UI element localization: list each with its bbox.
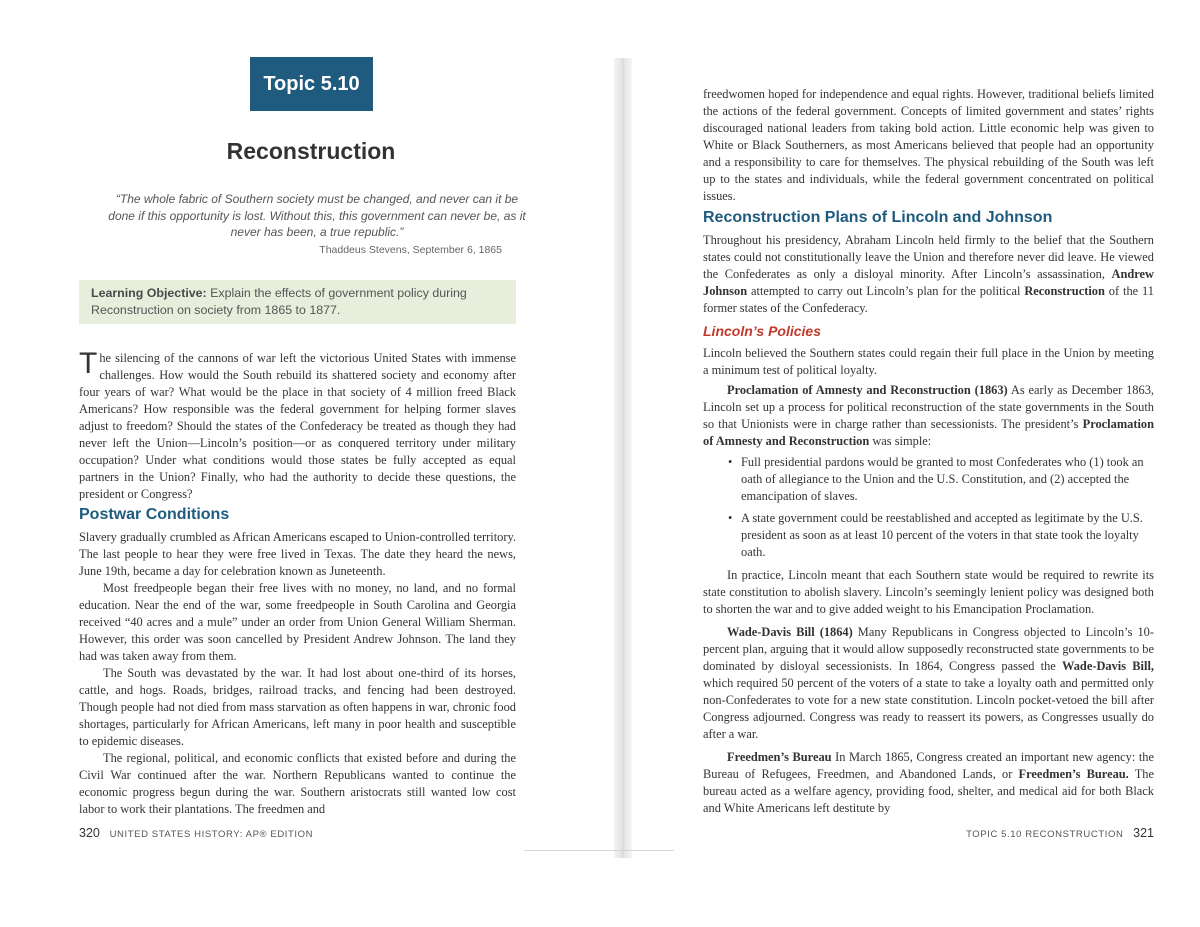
proclamation-heading: Proclamation of Amnesty and Reconstruction (1863)	[727, 383, 1008, 397]
proclamation-text: was simple:	[869, 434, 932, 448]
drop-cap: T	[79, 347, 98, 380]
continuation-paragraph: freedwomen hoped for independence and equal rights. However, traditional beliefs limited the actions of the federal government. Concepts of limited government and states’ rights discouraged national leaders from taking bold action. Little economic help was given to White or Black Southerners, as most Americans believed that people had an opportunity and a responsibility to care for themselves. The physical rebuilding of the South was left up to the states and individuals, while the federal government concentrated on political issues.	[703, 87, 1154, 203]
postwar-paragraph: The regional, political, and economic conflicts that existed before and during the Civil War continued after the war. Northern Republicans wanted to continue the economic progress begun during the war. Southern aristocrats still wanted low cost labor to work their plantations. The freedmen and	[79, 751, 516, 816]
plans-text: Throughout his presidency, Abraham Lincoln held firmly to the belief that the Southern states could not constitutionally leave the Union and therefore never did leave. He viewed the Confederates as only a disloyal minority. After Lincoln’s assassination,	[703, 233, 1154, 281]
plans-paragraph	[703, 232, 1154, 317]
freedmens-bureau-paragraph	[703, 749, 1154, 817]
postwar-paragraph: The South was devastated by the war. It had lost about one-third of its horses, cattle, and hogs. Roads, bridges, railroad tracks, and fencing had been destroyed. Though people had not died from mass starvation as often happens in war, chronic food shortages, particularly for African Americans, left many in poor health and susceptible to epidemic diseases.	[79, 666, 516, 748]
postwar-paragraph: Most freedpeople began their free lives with no money, no land, and no formal education. Near the end of the war, some freedpeople in South Carolina and Georgia received “40 acres and a mule” under an order from Union General William Sherman. However, this order was soon cancelled by President Andrew Johnson. The land they had was taken away from them.	[79, 581, 516, 663]
postwar-paragraph: Slavery gradually crumbled as African Americans escaped to Union-controlled territory. The last people to hear they were free lived in Texas. The date they heard the news, June 19th, became a day for celebration known as Juneteenth.	[79, 530, 516, 578]
wade-davis-text: Many Republicans in Congress objected to Lincoln’s 10-percent plan, arguing that it would allow supposedly reconstructed state governments to be dominated by disloyal secessionists. In 1864, Congress passed the	[703, 625, 1154, 673]
freedmens-bureau-heading: Freedmen’s Bureau	[727, 750, 832, 764]
left-footer	[79, 826, 313, 840]
learning-objective	[79, 280, 516, 324]
page-number-left: 320	[79, 826, 100, 840]
page-title: Reconstruction	[226, 138, 396, 164]
proclamation-text: As early as December 1863, Lincoln set up a process for political reconstruction of the state governments in the South so that Unionists were in charge rather than secessionists. The president’s	[703, 383, 1154, 431]
page-number-right: 321	[1133, 826, 1154, 840]
term-andrew-johnson: Andrew Johnson	[703, 267, 1154, 298]
page-gutter	[614, 58, 632, 858]
left-page	[0, 0, 612, 860]
proclamation-bullets	[703, 454, 1154, 561]
book-title-footer: UNITED STATES HISTORY: AP® EDITION	[109, 829, 314, 840]
objective-label: Learning Objective:	[91, 286, 207, 300]
term-proclamation: Proclamation of Amnesty and Reconstruction	[703, 417, 1154, 448]
intro-text: he silencing of the cannons of war left the victorious United States with immense challenges. How would the South rebuild its shattered society and economy after four years of war? What would be the place in that society of 4 million freed Black Americans? How responsible was the federal government for helping former slaves adjust to freedom? Should the states of the Confederacy be treated as though they had never left the Union—Lincoln’s position—or as conquered territory under military occupation? Under what conditions would those states be fully accepted as equal partners in the Union? Finally, who had the authority to decide these questions, the president or Congress?	[79, 351, 516, 501]
wade-davis-text: which required 50 percent of the voters of a state to take a loyalty oath and permitted only non-Confederates to vote for a new state constitution. Lincoln pocket-vetoed the bill after Congress adjourned. Congress was ready to reassert its powers, as Congresses usually do after a war.	[703, 676, 1154, 741]
term-freedmens-bureau: Freedmen’s Bureau.	[1018, 767, 1129, 781]
freedmens-bureau-text: The bureau acted as a welfare agency, providing food, shelter, and medical aid for both Black and White Americans left destitute by	[703, 767, 1154, 815]
intro-paragraph	[79, 347, 516, 503]
bullet-item: • A state government could be reestablished and accepted as legitimate by the U.S. president as soon as at least 10 percent of the voters in that state took the loyalty oath.	[741, 510, 1154, 561]
section-heading-postwar: Postwar Conditions	[79, 506, 230, 523]
right-footer	[966, 826, 1154, 840]
proclamation-paragraph	[703, 382, 1154, 450]
bullet-item: • Full presidential pardons would be granted to most Confederates who (1) took an oath of allegiance to the Union and the U.S. Constitution, and (2) accepted the emancipation of slaves.	[741, 454, 1154, 505]
chapter-footer: TOPIC 5.10 RECONSTRUCTION	[966, 829, 1124, 840]
epigraph-quote: “The whole fabric of Southern society must be changed, and never can it be done if this opportunity is lost. Without this, this government can never be, as it never has been, a true republic.”	[108, 192, 526, 240]
subheading-lincolns-policies: Lincoln’s Policies	[703, 323, 822, 339]
wade-davis-heading: Wade-Davis Bill (1864)	[727, 625, 853, 639]
plans-text: of the 11 former states of the Confederacy.	[703, 284, 1154, 315]
term-wade-davis: Wade-Davis Bill,	[1062, 659, 1154, 673]
term-reconstruction: Reconstruction	[1024, 284, 1105, 298]
section-heading-plans: Reconstruction Plans of Lincoln and Johnson	[703, 209, 1053, 226]
freedmens-bureau-text: In March 1865, Congress created an important new agency: the Bureau of Refugees, Freedmen, and Abandoned Lands, or	[703, 750, 1154, 781]
postwar-body	[79, 529, 516, 818]
topic-badge: Topic 5.10	[250, 57, 373, 111]
objective-text: Explain the effects of government policy during Reconstruction on society from 1865 to 1877.	[91, 286, 467, 317]
policies-intro: Lincoln believed the Southern states could regain their full place in the Union by meeting a minimum test of political loyalty.	[703, 346, 1154, 377]
quote-attribution: Thaddeus Stevens, September 6, 1865	[319, 244, 502, 256]
practice-paragraph: In practice, Lincoln meant that each Southern state would be required to rewrite its state constitution to abolish slavery. Lincoln’s seemingly lenient policy was designed both to shorten the war and to give added weight to his Emancipation Proclamation.	[703, 568, 1154, 616]
policies-body	[703, 345, 1154, 817]
right-page	[636, 0, 1200, 860]
plans-text: attempted to carry out Lincoln’s plan for the political	[747, 284, 1025, 298]
wade-davis-paragraph	[703, 624, 1154, 743]
